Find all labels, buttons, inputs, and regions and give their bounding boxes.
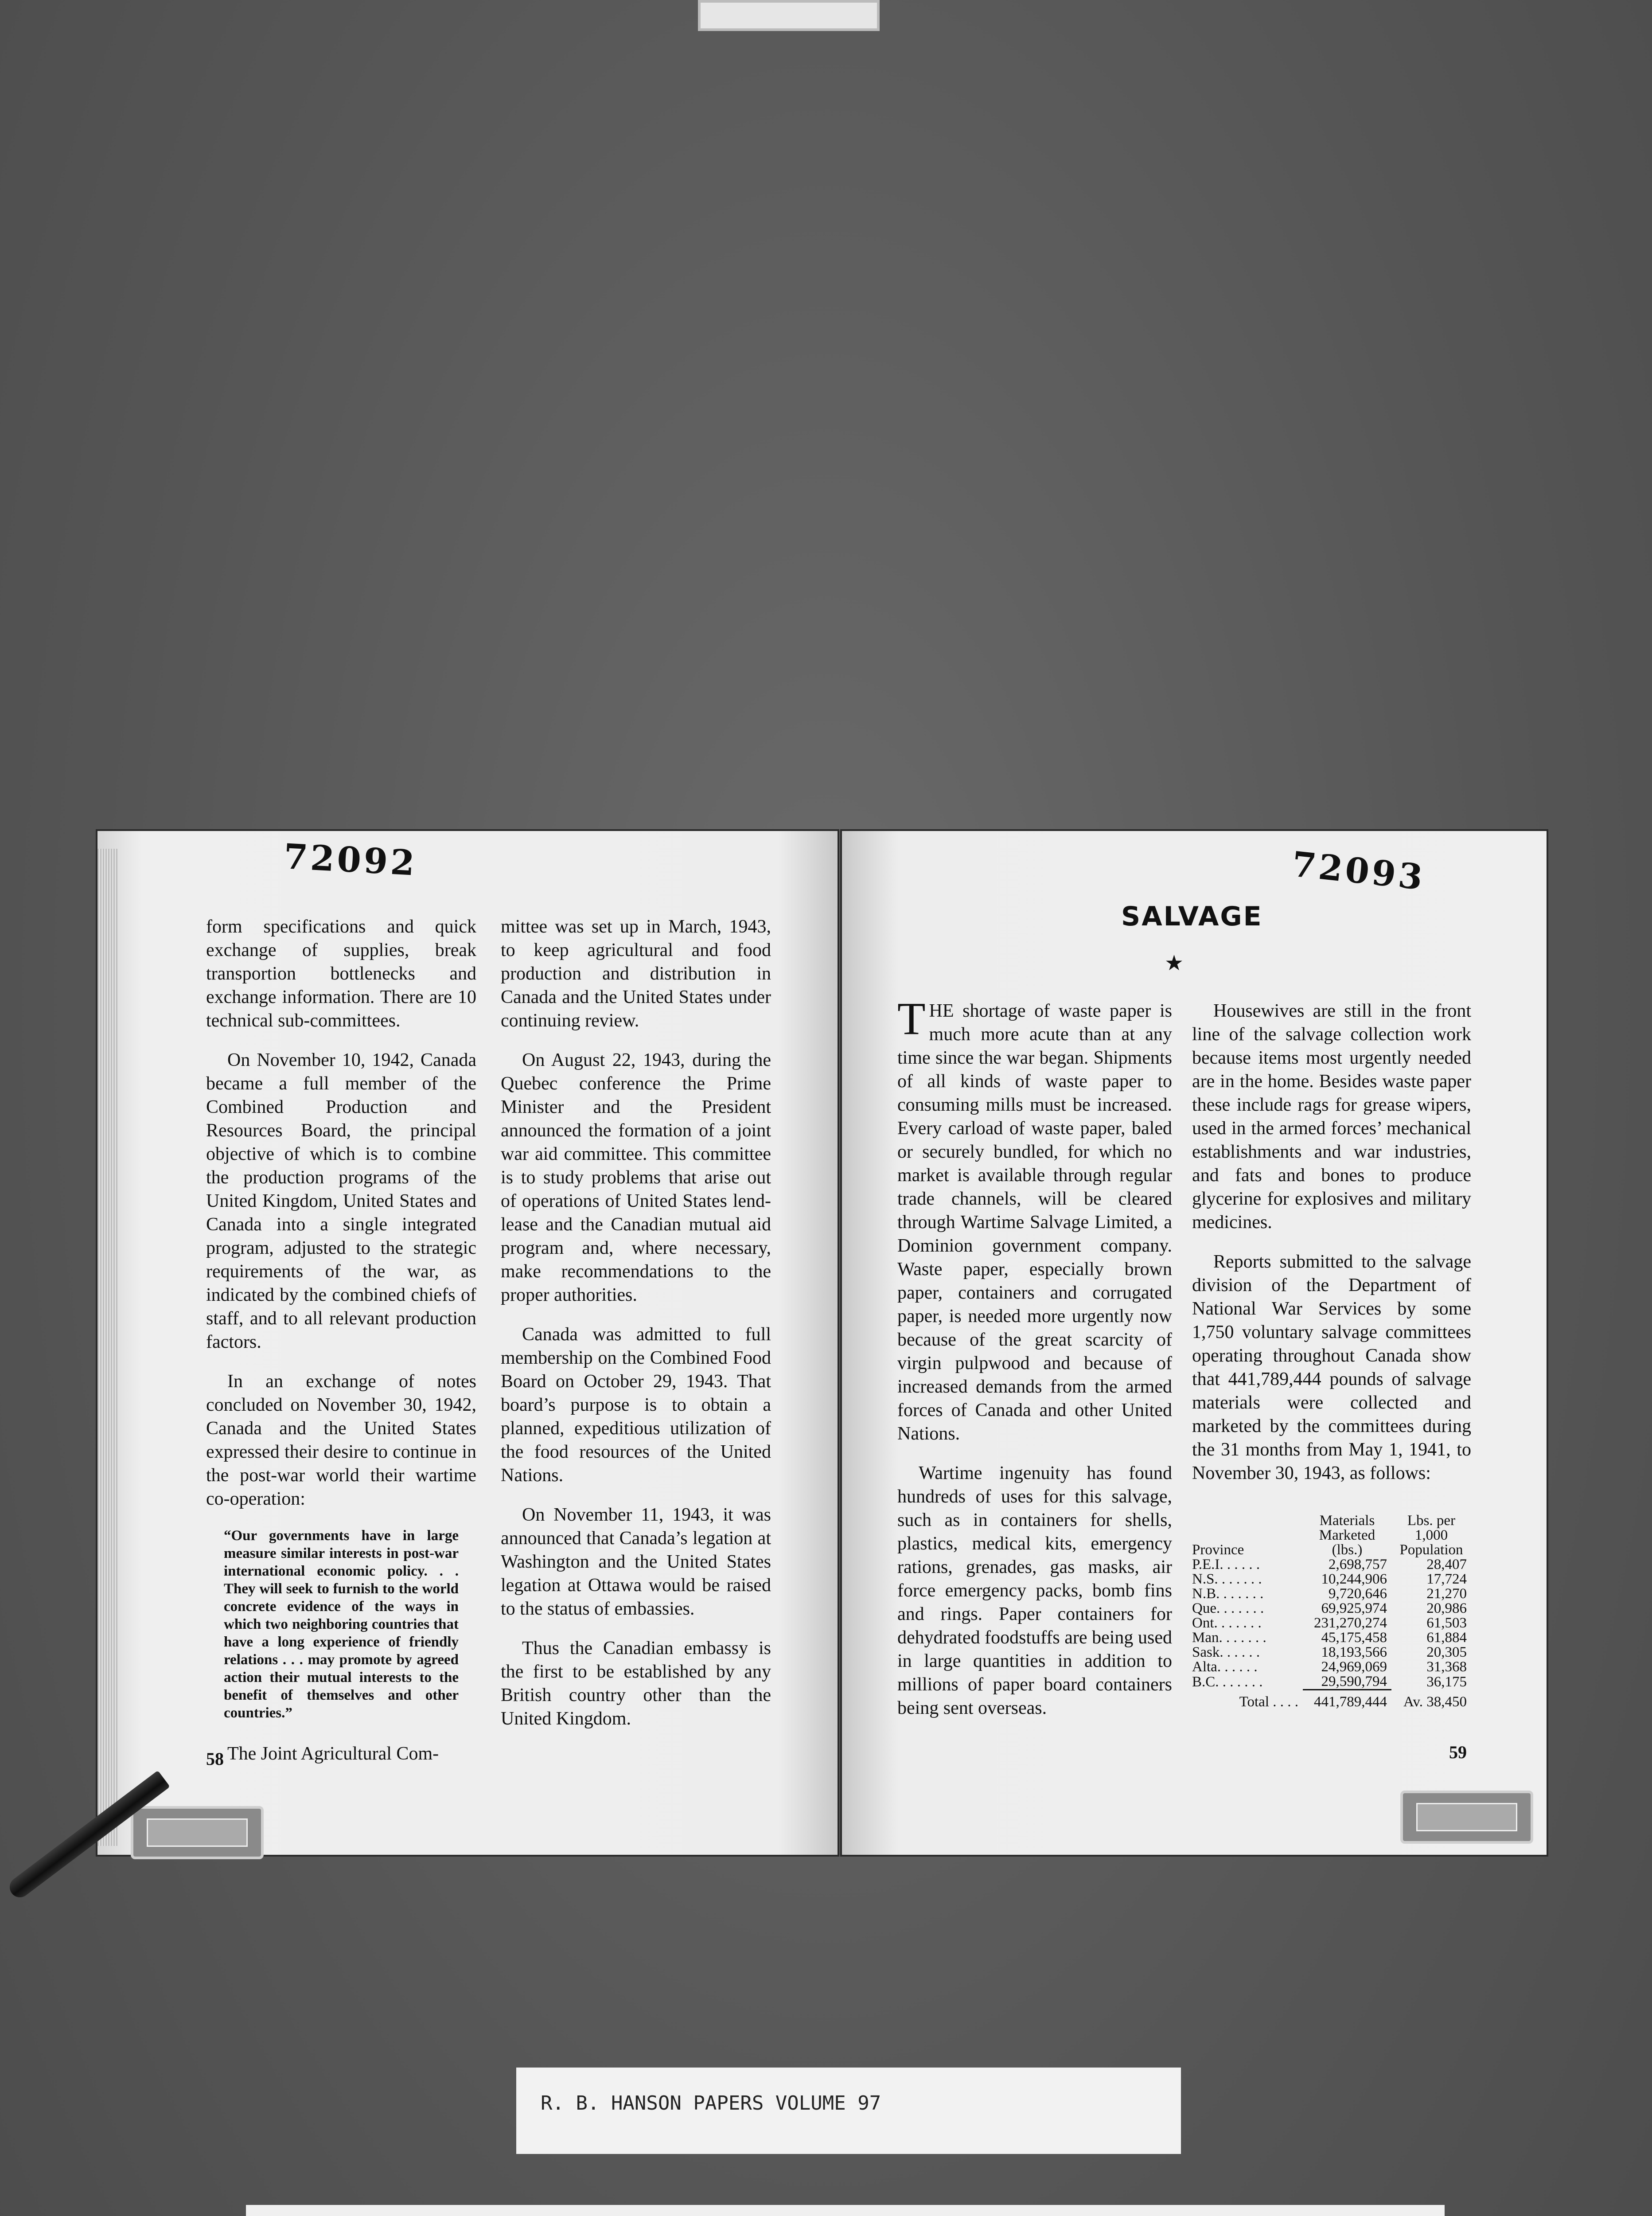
section-title: SALVAGE [1121, 901, 1263, 932]
collection-text: R. B. HANSON PAPERS VOLUME 97 [541, 2092, 881, 2115]
per-thousand-cell: 20,986 [1426, 1600, 1467, 1616]
paragraph: Canada was admitted to full membership on the Combined Food Board on October 29, 1943. That board’s purpose is to obtain a planned, expeditious utilization of the food resources of the United Nations. [501, 1324, 771, 1486]
per-thousand-cell: 17,724 [1426, 1571, 1467, 1587]
right-page [842, 831, 1547, 1855]
book-clamp-left [131, 1806, 264, 1859]
paragraph: On August 22, 1943, during the Quebec conference the Prime Minister and the President announced the formation of a joint war aid committee. This committee is to study problems that arise out of operations of United States lend-lease and the Canadian mutual aid program and, where necessary, make recommendations to the proper authorities. [501, 1050, 771, 1305]
stamp-number: 72092 [282, 836, 418, 884]
left-page [97, 831, 838, 1855]
paragraph: In an exchange of notes concluded on November 30, 1942, Canada and the United States expressed their desire to continue in the post-war world their wartime co-operation: [206, 1371, 476, 1509]
table-header: Lbs. per 1,000 Population [1399, 1513, 1463, 1558]
province-cell: Ont. . . . . . . [1192, 1615, 1262, 1631]
open-book [89, 831, 1547, 1866]
paragraph: The Joint Agricultural Com- [227, 1744, 439, 1764]
salvage-table [1192, 1514, 1471, 1709]
province-cell: Alta. . . . . . [1192, 1659, 1258, 1675]
left-column-2 [501, 915, 771, 1747]
province-cell: Que. . . . . . . [1192, 1600, 1264, 1616]
paragraph: Wartime ingenuity has found hundreds of uses for this salvage, such as in containers for shells, plastics, medical kits, emergency rations, grenades, gas masks, air force emergency packs, bomb fins and rings. Paper containers for dehydrated foodstuffs are being used in large quantities in addition to millions of paper board containers being sent overseas. [897, 1463, 1172, 1718]
province-cell: Sask. . . . . . [1192, 1644, 1260, 1660]
page-number: 59 [1449, 1742, 1467, 1762]
marketed-cell: 24,969,069 [1321, 1659, 1387, 1675]
paragraph: form specifications and quick exchange of supplies, break transportion bottlenecks and exchange information. There are 10 technical sub-committees. [206, 917, 476, 1031]
table-row [1192, 1616, 1471, 1631]
marketed-cell: 2,698,757 [1329, 1557, 1387, 1572]
paragraph: Housewives are still in the front line of the salvage collection work because items most urgently needed are in the home. Besides waste paper these include rags for grease wipers, used in the armed forces’ mechanical establishments and war industries, and fats and bones to produce glycerine for explosives and military medicines. [1192, 1001, 1471, 1233]
collection-label [516, 2068, 1181, 2154]
page-edges [97, 849, 117, 1846]
block-quote: “Our governments have in large measure similar interests in post-war international economic policy. . . They will seek to furnish to the world concrete evidence of the ways in which two neighboring countries that have a long experience of friendly relations . . . may promote by agreed action their mutual interests to the benefit of themselves and other countries.” [224, 1528, 459, 1721]
marketed-cell: 45,175,458 [1321, 1630, 1387, 1646]
paragraph: Reports submitted to the salvage division of the Department of National War Services by some 1,750 voluntary salvage committees operating throughout Canada show that 441,789,444 pounds of salvage materials were collected and marketed by the committees during the 31 months from May 1, 1941, to November 30, 1943, as follows: [1192, 1252, 1471, 1483]
book-clamp-right [1400, 1791, 1533, 1844]
marketed-cell: 18,193,566 [1321, 1644, 1387, 1660]
right-column-1 [897, 993, 1172, 1736]
table-row [1192, 1601, 1471, 1616]
per-thousand-cell: 36,175 [1426, 1674, 1467, 1690]
per-thousand-cell: 21,270 [1426, 1586, 1467, 1602]
total-average: Av. 38,450 [1403, 1694, 1467, 1710]
table-row [1192, 1631, 1471, 1645]
paragraph: On November 10, 1942, Canada became a full member of the Combined Production and Resources Board, the principal objective of which is to combine the production programs of the United Kingdom, United States and Canada into a single integrated program, adjusted to the strategic requirements of the war, as indicated by the combined chiefs of staff, and to all relevant production factors. [206, 1050, 476, 1352]
paragraph: On November 11, 1943, it was announced that Canada’s legation at Washington and the United States legation at Ottawa would be raised to the status of embassies. [501, 1505, 771, 1619]
marketed-cell: 9,720,646 [1329, 1586, 1387, 1602]
table-header: Materials Marketed (lbs.) [1319, 1513, 1375, 1558]
per-thousand-cell: 61,503 [1426, 1615, 1467, 1631]
marketed-cell: 10,244,906 [1321, 1571, 1387, 1587]
total-label: Total . . . . [1239, 1694, 1298, 1710]
total-value: 441,789,444 [1314, 1694, 1387, 1710]
table-row [1192, 1587, 1471, 1601]
table-row [1192, 1557, 1471, 1572]
drop-cap: T [897, 993, 926, 1044]
paragraph: mittee was set up in March, 1943, to keep agricultural and food production and distribution in Canada and the United States under continuing review. [501, 917, 771, 1031]
paragraph: THE shortage of waste paper is much more acute than at any time since the war began. Shipments of all kinds of waste paper to consuming mills must be increased. Every carload of waste paper, baled or securely bundled, for which no market is available through regular trade channels, will be cleared through Wartime Salvage Limited, a Dominion government company. Waste paper, especially brown paper, containers and corrugated paper, is needed more urgently now because of the great scarcity of virgin pulpwood and because of increased demands from the armed forces of Canada and other United Nations. [897, 993, 1172, 1444]
province-cell: N.B. . . . . . . [1192, 1586, 1264, 1602]
marketed-cell: 231,270,274 [1314, 1615, 1387, 1631]
marketed-cell: 69,925,974 [1321, 1600, 1387, 1616]
star-icon: ★ [1165, 952, 1184, 975]
province-cell: B.C. . . . . . . [1192, 1674, 1263, 1690]
right-column-2 [1192, 999, 1471, 1501]
stamp-number: 72093 [1290, 844, 1427, 898]
table-row [1192, 1660, 1471, 1674]
per-thousand-cell: 31,368 [1426, 1659, 1467, 1675]
table-header: Province [1192, 1542, 1244, 1558]
province-cell: Man. . . . . . . [1192, 1630, 1266, 1646]
table-row [1192, 1645, 1471, 1660]
province-cell: N.S. . . . . . . [1192, 1571, 1262, 1587]
per-thousand-cell: 28,407 [1426, 1557, 1467, 1572]
province-cell: P.E.I. . . . . . [1192, 1557, 1260, 1572]
top-tab [698, 0, 880, 31]
archives-card [246, 2205, 1445, 2216]
table-row [1192, 1572, 1471, 1587]
per-thousand-cell: 20,305 [1426, 1644, 1467, 1660]
left-column-1 [206, 915, 476, 1782]
per-thousand-cell: 61,884 [1426, 1630, 1467, 1646]
page-number: 58 [206, 1749, 224, 1769]
marketed-cell: 29,590,794 [1321, 1674, 1387, 1689]
paragraph: Thus the Canadian embassy is the first to be established by any British country other than the United Kingdom. [501, 1638, 771, 1729]
table-row [1192, 1674, 1471, 1690]
